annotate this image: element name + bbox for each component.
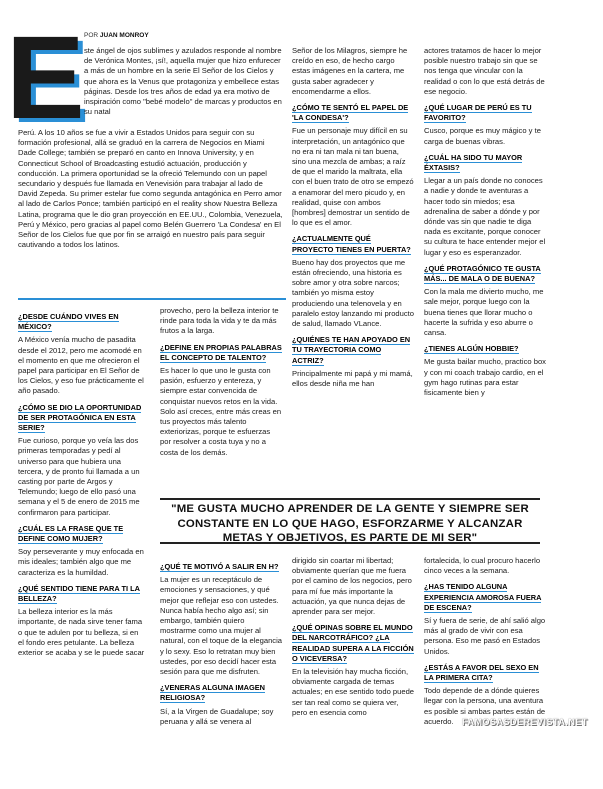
column-2 — [160, 306, 282, 464]
column-3 — [292, 46, 414, 395]
column-4-bottom — [424, 556, 548, 733]
question-text: ¿DESDE CUÁNDO VIVES EN MÉXICO? — [18, 312, 119, 332]
answer-text: Sí y fuera de serie, de ahí salió algo más al grado de vivir con esa persona. Eso me pasó en Estados Unidos. — [424, 616, 546, 656]
pull-quote: "ME GUSTA MUCHO APRENDER DE LA GENTE Y SIEMPRE SER CONSTANTE EN LO QUE HAGO, ESFORZARME Y ALCANZAR METAS Y OBJETIVOS, ES PARTE DE MI SER" — [160, 498, 540, 544]
answer-text: La mujer es un receptáculo de emociones y sensaciones, y qué mejor que reflejar eso con ustedes. Nunca había hecho algo así; sin embargo, también quiero mostrarme como una mujer al natural, con el toque de la elegancia y lo sexy. Eso lo retratan muy bien ustedes, por eso decidí hacer esta sesión para que me disfruten. — [160, 575, 283, 677]
question-text: ¿HAS TENIDO ALGUNA EXPERIENCIA AMOROSA FUERA DE ESCENA? — [424, 582, 542, 612]
answer-text: Fue curioso, porque yo veía las dos primeras temporadas y pedí al universo para que hubiera una tercera, y de pronto fui llamada a un casting por parte de Argos y Telemundo; luego de ello pasó una semana y el 5 de enero de 2015 me confirmaron para participar. — [18, 436, 140, 517]
answer-text: Me gusta bailar mucho, practico box y con mi coach trabajo cardio, en el gym hago rutinas para estar fisicamente bien y — [424, 357, 546, 398]
question-heading — [292, 335, 414, 366]
byline — [84, 32, 149, 39]
answer-text: La belleza interior es la más importante, de nada sirve tener fama o que te adulen por tu belleza, si en el fondo eres petulante. La belleza exterior se acaba y se le puede sacar — [18, 607, 145, 658]
answer-text: Bueno hay dos proyectos que me están ofreciendo, una historia es sobre amor y otra sobre narcos; también yo misma estoy produciendo una telenovela y en paralelo estoy lanzando mi producto de salud, llamado VLance. — [292, 257, 414, 329]
question-heading — [18, 584, 146, 604]
question-heading — [18, 312, 146, 332]
question-heading — [292, 234, 414, 254]
answer-text: Con la mala me divierto mucho, me sale mejor, porque luego con la buena tienes que llorar mucho o hacerte la sufrida y eso aburre o cansa. — [424, 287, 544, 338]
answer-text: Señor de los Milagros, siempre he creído en eso, de hecho cargo estas imágenes en la cartera, me gusta saber agradecer y encomendarme a ellos. — [292, 46, 408, 96]
answer-text: A México venía mucho de pasadita desde el 2012, pero me acomodé en el momento en que me ofrecieron el papel para participar en El Señor de los Cielos, y eso fue prácticamente el año pasado. — [18, 335, 144, 396]
column-2-bottom — [160, 556, 282, 733]
question-text: ¿CUÁL HA SIDO TU MAYOR ÉXTASIS? — [424, 152, 523, 173]
drop-cap: E — [6, 12, 83, 144]
question-heading — [292, 103, 414, 123]
question-heading — [292, 623, 414, 664]
question-text: ¿QUÉ OPINAS SOBRE EL MUNDO DEL NARCOTRÁFICO? ¿LA REALIDAD SUPERA A LA FICCIÓN O VICEVERSA? — [292, 623, 414, 663]
question-text: ¿CÓMO TE SENTÓ EL PAPEL DE 'LA CONDESA'? — [292, 103, 409, 123]
column-3-bottom — [292, 556, 414, 724]
question-text: ¿ACTUALMENTE QUÉ PROYECTO TIENES EN PUERTA? — [292, 234, 411, 254]
section-rule — [18, 298, 286, 300]
question-text: ¿QUÉ SENTIDO TIENE PARA TI LA BELLEZA? — [18, 583, 140, 604]
question-text: ¿QUÉ PROTAGÓNICO TE GUSTA MÁS... DE MALA O DE BUENA? — [424, 263, 541, 284]
answer-text: Cusco, porque es muy mágico y te carga de buenas vibras. — [424, 126, 541, 146]
byline-author: JUAN MONROY — [99, 32, 149, 39]
question-heading — [424, 153, 548, 173]
answer-text: actores tratamos de hacer lo mejor posible nuestro trabajo sin que se nos tenga que vincular con la realidad o con lo que está detrás de ese negocio. — [424, 46, 545, 96]
answer-text: Principalmente mi papá y mi mamá, ellos desde niña me han — [292, 368, 413, 389]
question-heading — [18, 403, 146, 434]
question-text: ¿TIENES ALGÚN HOBBIE? — [424, 344, 519, 354]
answer-text: dirigido sin coartar mi libertad; obviamente querían que me fuera por el camino de los negocios, pero para mí fue más importante la actuación, ya que nunca dejas de aprender para ser mejor. — [292, 556, 412, 617]
question-text: ¿QUÉ LUGAR DE PERÚ ES TU FAVORITO? — [424, 103, 532, 123]
watermark-text: FAMOSASDEREVISTA.NET — [462, 717, 588, 727]
question-text: ¿VENERAS ALGUNA IMAGEN RELIGIOSA? — [160, 683, 265, 703]
answer-text: fortalecida, lo cual procuro hacerlo cinco veces a la semana. — [424, 556, 541, 576]
question-heading — [160, 683, 282, 703]
question-heading — [424, 103, 548, 123]
answer-text: Es hacer lo que uno le gusta con pasión, esfuerzo y entereza, y siempre estar convencida de conquistar nuevos retos en la vida. Solo así creces, entre más creas en tus proyectos más talento exteriorizas, porque te esfuerzas por resolver a costa tuya y no a costa de los demás. — [160, 366, 282, 457]
intro-full: Perú. A los 10 años se fue a vivir a Estados Unidos para seguir con su formación profesional, allá se graduó en la carrera de Negocios en Miami Dade College; también se preparó en canto en Innova University, y en Connecticut School of Broadcasting estudió actuación, producción y conducción. La primera oportunidad se la ofreció Telemundo con un papel secundario y después fue llamada en Venevisión para trabajar al lado de David Zepeda. Su primer estelar fue como segunda antagónica en Perro amor al lado de Carlos Ponce; también participó en el reality show Nuestra Belleza Latina, programa que le dio gran proyección en EE.UU., Colombia, Venezuela, Perú y México, pero gracias al papel como Belén Guerrero 'La Condesa' en El Señor de los Cielos fue que por fin se arraigó en nuestro país para seguir cautivando a todos los latinos. — [18, 128, 283, 250]
question-heading — [160, 562, 282, 572]
answer-text: Fue un personaje muy difícil en su interpretación, un antagónico que no era ni tan mala ni tan buena, sino una mezcla de ambas; a raíz de que el marido la maltrata, ella con el buen trato de otro se empezó a enamorar del mero picudo y, en realidad, quise con ambos [hombres] demostrar un sentido de lo que es el amor. — [292, 126, 414, 228]
question-heading — [424, 344, 548, 354]
column-1 — [18, 306, 146, 664]
question-text: ¿CÓMO SE DIO LA OPORTUNIDAD DE SER PROTAGÓNICA EN ESTA SERIE? — [18, 402, 142, 433]
question-heading — [424, 264, 548, 284]
question-heading — [424, 663, 548, 683]
question-text: ¿ESTÁS A FAVOR DEL SEXO EN LA PRIMERA CITA? — [424, 662, 539, 683]
answer-text: Llegar a un país donde no conoces a nadie y donde te aventuras a hacer todo sin miedos; esa adrenalina de saber a dónde y por dónde vas sin que nadie te diga nada es excitante, porque conocer su cultura te hace entender mejor el lugar y eso es esperanzador. — [424, 176, 546, 257]
question-heading — [18, 524, 146, 544]
answer-text: En la televisión hay mucha ficción, obviamente cargada de temas actuales; en ese sentido todo puede ser tan real como se quiera ver, pero en esencia como — [292, 667, 415, 717]
question-text: ¿QUÉ TE MOTIVÓ A SALIR EN H? — [160, 562, 279, 571]
byline-prefix: POR — [84, 32, 99, 39]
question-text: ¿CUÁL ES LA FRASE QUE TE DEFINE COMO MUJER? — [18, 523, 124, 544]
question-heading — [424, 582, 548, 613]
intro-top: ste ángel de ojos sublimes y azulados responde al nombre de Verónica Montes, ¡sí!, aquella mujer que hizo enfurecer a más de un hombre en la serie El Señor de los Cielos y que ahora es la Venus que protagoniza y embellece estas páginas. Desde los tres años de edad ya era motivo de inspiración como "bebé modelo" de marcas y productos en su natal — [84, 46, 282, 117]
column-4 — [424, 46, 548, 404]
answer-text: Sí, a la Virgen de Guadalupe; soy peruana y allá se venera al — [160, 706, 274, 726]
question-text: ¿QUIÉNES TE HAN APOYADO EN TU TRAYECTORIA COMO ACTRIZ? — [292, 335, 411, 365]
question-heading — [160, 343, 282, 363]
answer-text: provecho, pero la belleza interior te rinde para toda la vida y te da más frutos a la larga. — [160, 306, 279, 336]
answer-text: Soy perseverante y muy enfocada en mis ideales; también algo que me caracteriza es la humildad. — [18, 547, 144, 577]
answer-text: Todo depende de a dónde quieres llegar con la persona, una aventura es posible si ambas partes están de acuerdo. — [424, 686, 546, 726]
question-text: ¿DEFINE EN PROPIAS PALABRAS EL CONCEPTO DE TALENTO? — [160, 342, 282, 362]
